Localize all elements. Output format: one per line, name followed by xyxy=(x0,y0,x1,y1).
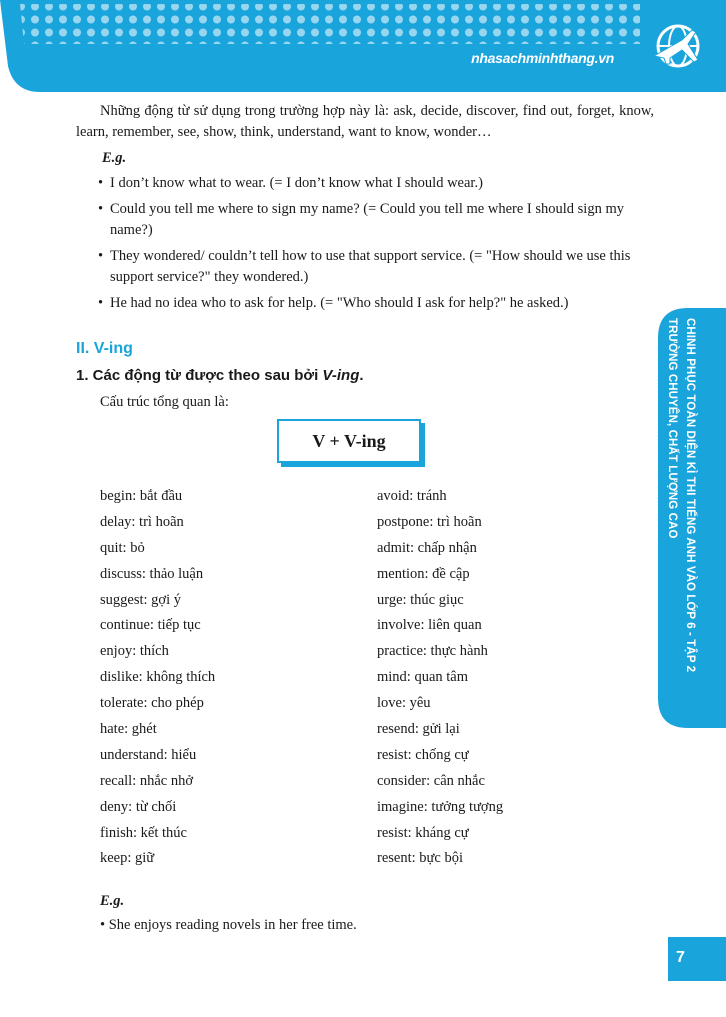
page-number: 7 xyxy=(676,949,685,966)
verb-item: resend: gửi lại xyxy=(377,721,460,738)
globe-plane-icon xyxy=(652,20,704,72)
formula-box: V + V-ing xyxy=(277,419,421,463)
verb-item: postpone: trì hoãn xyxy=(377,513,482,530)
verb-item: imagine: tưởng tượng xyxy=(377,798,504,815)
verb-item: resist: kháng cự xyxy=(377,824,469,841)
example-list xyxy=(98,173,654,314)
verb-item: recall: nhắc nhở xyxy=(100,772,194,789)
verb-list-right xyxy=(377,488,503,876)
example-item: • They wondered/ couldn’t tell how to use that support service. (= "How should we use this support service?" they wondered.) xyxy=(98,246,654,287)
side-tab-line2: TRƯỜNG CHUYÊN, CHẤT LƯỢNG CAO xyxy=(666,318,678,539)
example-item: • Could you tell me where to sign my name? (= Could you tell me where I should sign my name?) xyxy=(98,199,654,240)
site-url: nhasachminhthang.vn xyxy=(471,50,614,66)
eg-label: E.g. xyxy=(102,150,127,166)
intro-paragraph: Những động từ sử dụng trong trường hợp này là: ask, decide, discover, find out, forget, know, learn, remember, see, show, think, understand, want to know, wonder… xyxy=(76,103,654,140)
verb-item: avoid: tránh xyxy=(377,488,447,504)
verb-item: love: yêu xyxy=(377,695,431,712)
verb-item: dislike: không thích xyxy=(100,669,216,686)
verb-item: resist: chống cự xyxy=(377,746,469,763)
verb-item: deny: từ chối xyxy=(100,798,177,815)
structure-intro: Cấu trúc tổng quan là: xyxy=(100,394,229,410)
eg-label-2: E.g. xyxy=(100,893,125,909)
example-item: • I don’t know what to wear. (= I don’t know what I should wear.) xyxy=(98,173,654,194)
verb-item: understand: hiểu xyxy=(100,746,197,763)
verb-item: discuss: thảo luận xyxy=(100,565,204,582)
verb-list-left xyxy=(100,488,215,876)
verb-item: quit: bỏ xyxy=(100,539,145,556)
verb-item: urge: thúc giục xyxy=(377,591,464,608)
subsection-heading-em: V-ing xyxy=(322,367,360,384)
verb-item: continue: tiếp tục xyxy=(100,617,201,634)
verb-item: suggest: gợi ý xyxy=(100,591,181,608)
subsection-heading-text: 1. Các động từ được theo sau bởi xyxy=(76,367,323,384)
verb-item: consider: cân nhắc xyxy=(377,772,485,789)
verb-item: involve: liên quan xyxy=(377,617,482,634)
verb-item: resent: bực bội xyxy=(377,850,463,867)
verb-item: mind: quan tâm xyxy=(377,669,469,686)
header-banner xyxy=(0,0,726,92)
subsection-heading xyxy=(76,367,364,384)
side-tab-line1: CHINH PHỤC TOÀN DIỆN KÌ THI TIẾNG ANH VÀO LỚP 6 - TẬP 2 xyxy=(684,318,696,673)
verb-item: enjoy: thích xyxy=(100,643,169,660)
verb-item: finish: kết thúc xyxy=(100,824,187,841)
verb-item: hate: ghét xyxy=(100,721,157,738)
example-text-2: She enjoys reading novels in her free time. xyxy=(108,917,357,933)
verb-item: mention: đề cập xyxy=(377,565,470,582)
verb-item: tolerate: cho phép xyxy=(100,695,204,712)
intro-section xyxy=(76,101,654,320)
verb-item: begin: bắt đầu xyxy=(100,488,183,504)
section-heading: II. V-ing xyxy=(76,340,133,357)
verb-item: delay: trì hoãn xyxy=(100,513,184,530)
page-number-box xyxy=(668,937,726,981)
verb-item: practice: thực hành xyxy=(377,643,488,660)
side-tab-title xyxy=(658,318,718,718)
subsection-heading-end: . xyxy=(359,367,364,384)
example-item-2: • She enjoys reading novels in her free time. xyxy=(100,917,357,933)
verb-item: admit: chấp nhận xyxy=(377,539,477,556)
verb-item: keep: giữ xyxy=(100,850,155,867)
example-item: • He had no idea who to ask for help. (= "Who should I ask for help?" he asked.) xyxy=(98,293,654,314)
